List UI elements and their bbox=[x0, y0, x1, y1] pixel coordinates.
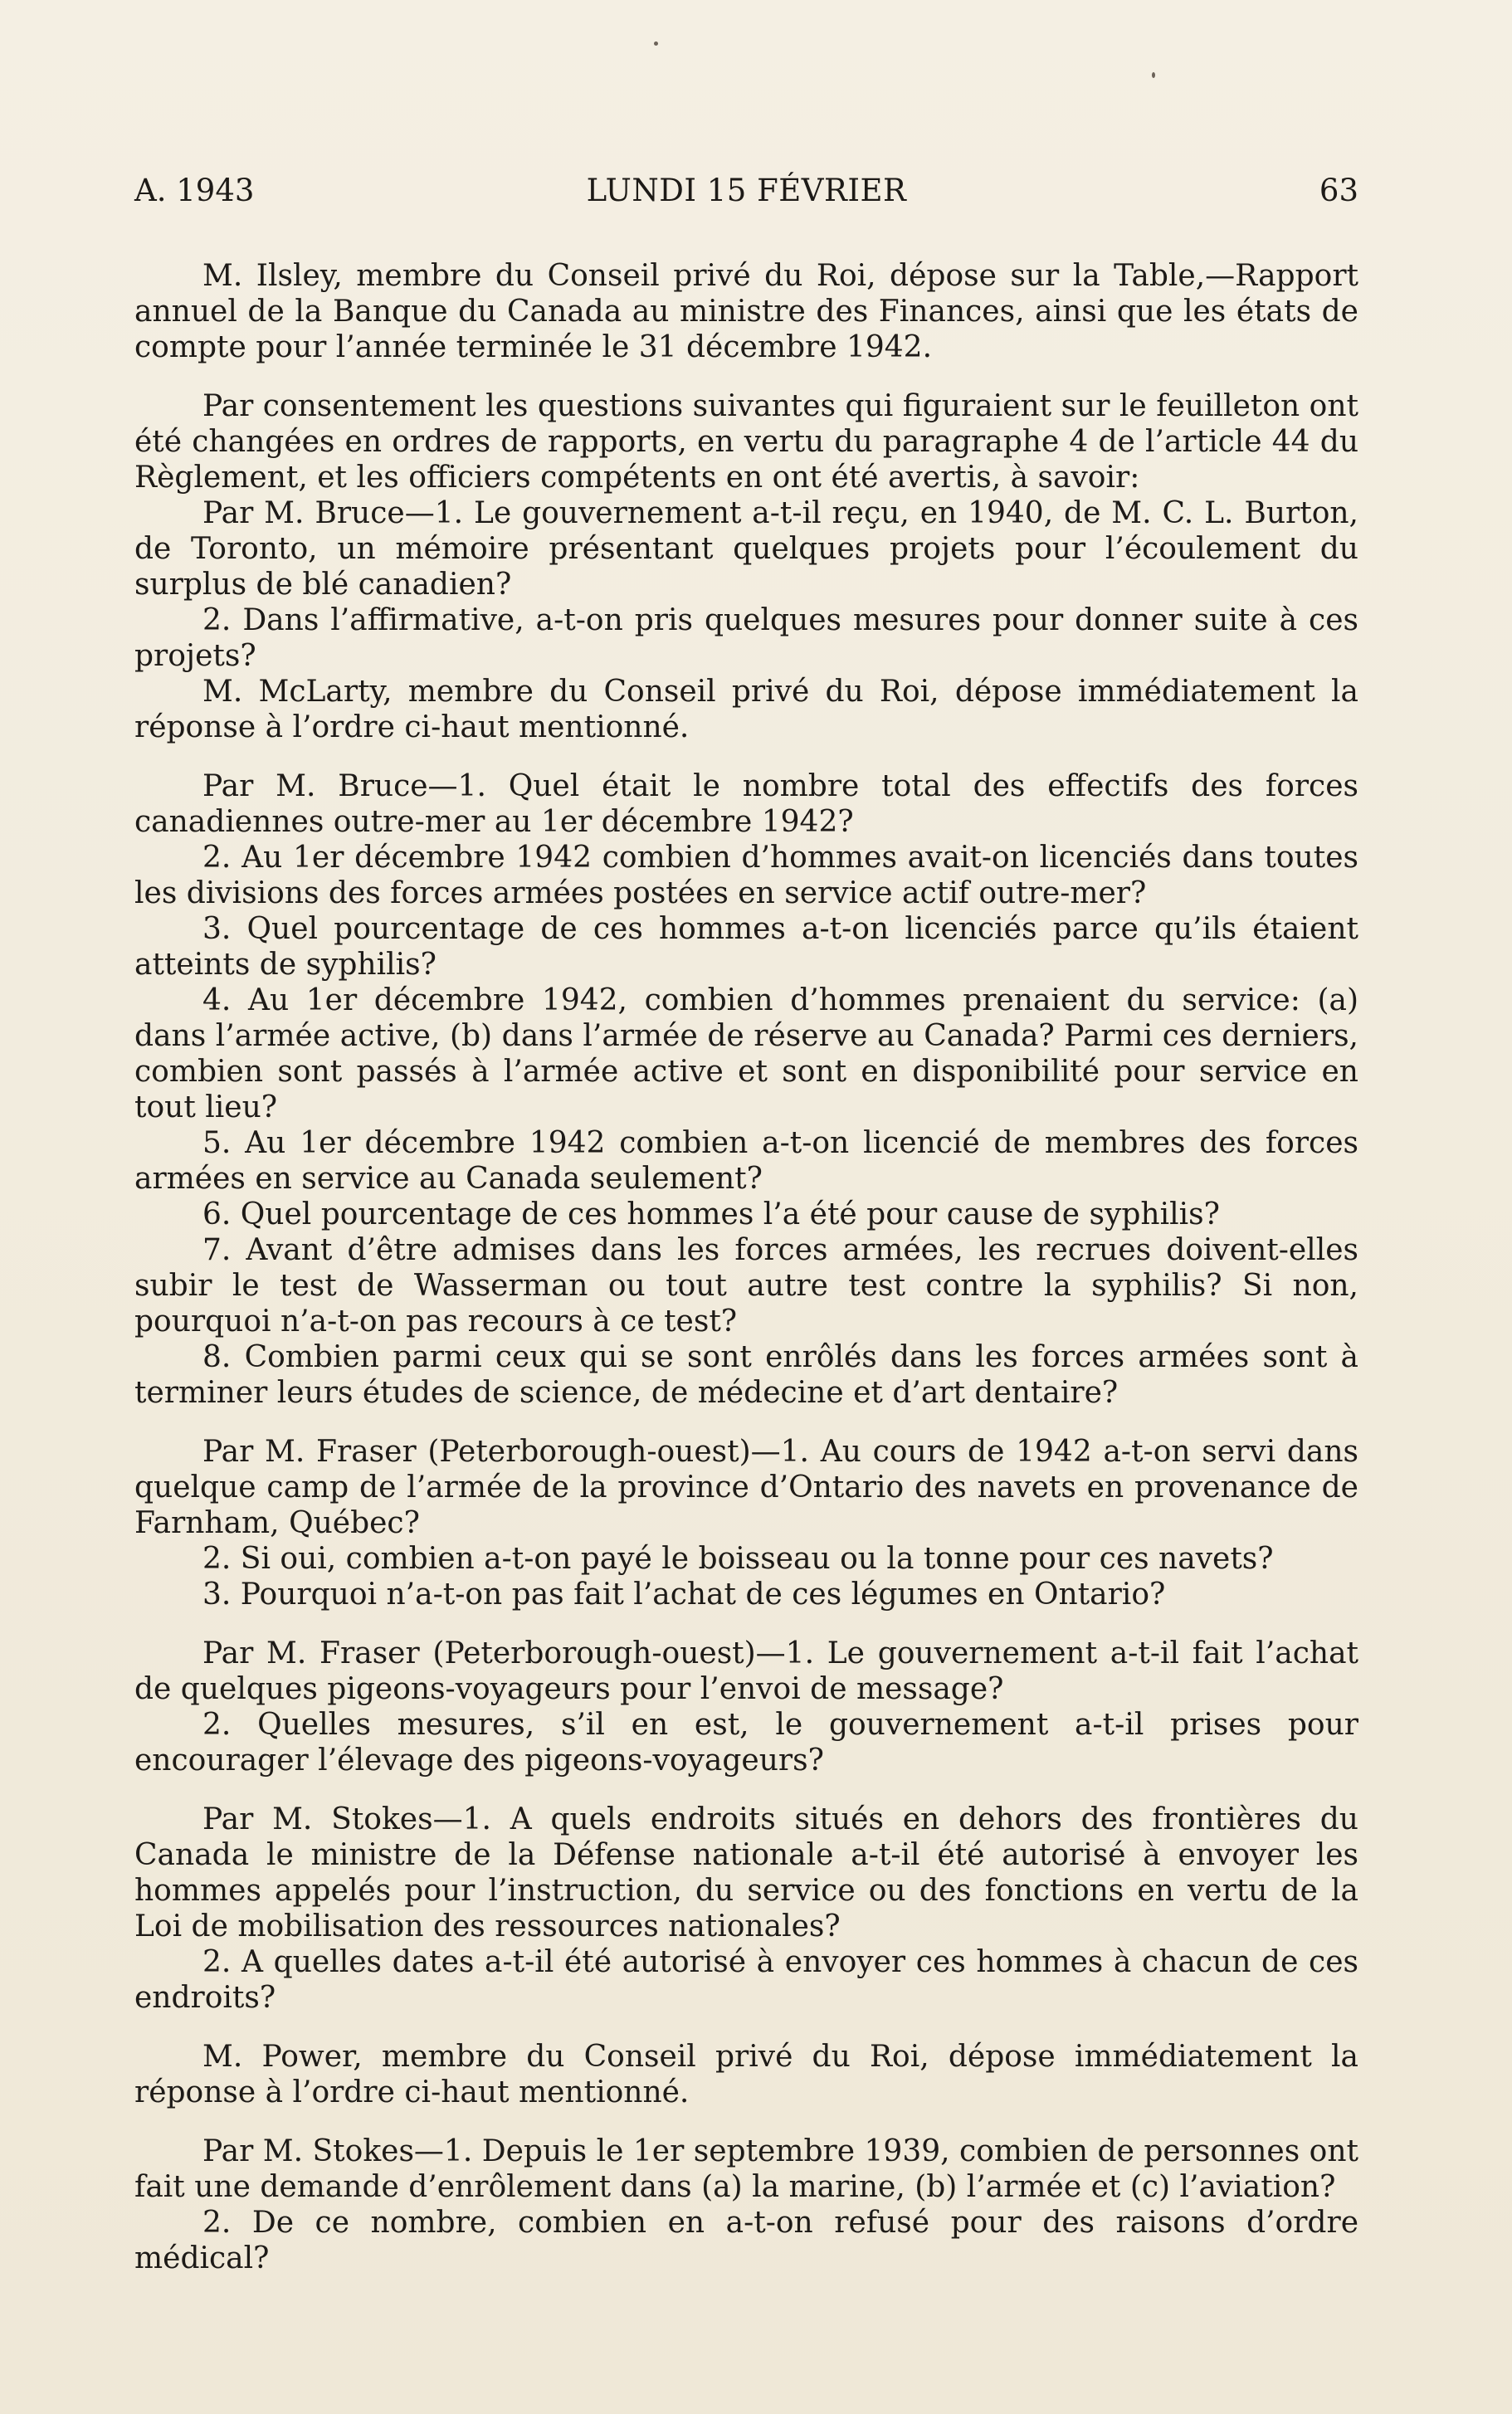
journal-text bbox=[134, 258, 1358, 2299]
paragraph-group bbox=[134, 388, 1358, 745]
paragraph: 3. Quel pourcentage de ces hommes a-t-on licenciés parce qu’ils étaient atteints de syphilis? bbox=[134, 912, 1358, 982]
ink-speck bbox=[1152, 72, 1155, 78]
paragraph: 2. De ce nombre, combien en a-t-on refusé pour des raisons d’ordre médical? bbox=[134, 2206, 1358, 2275]
session-year: A. 1943 bbox=[134, 173, 255, 208]
paragraph: 2. Au 1er décembre 1942 combien d’hommes avait-on licenciés dans toutes les divisions des forces armées postées en service actif outre-mer? bbox=[134, 841, 1358, 910]
ink-speck bbox=[654, 41, 658, 46]
paragraph: 2. Quelles mesures, s’il en est, le gouvernement a-t-il prises pour encourager l’élevage des pigeons-voyageurs? bbox=[134, 1708, 1358, 1778]
paragraph: 4. Au 1er décembre 1942, combien d’hommes prenaient du service: (a) dans l’armée active, (b) dans l’armée de réserve au Canada? Parmi ces derniers, combien sont passés à l’armée active et sont en disponibilité pour service en tout lieu? bbox=[134, 983, 1358, 1124]
paragraph-group bbox=[134, 1636, 1358, 1778]
paragraph: Par M. Stokes—1. A quels endroits situés en dehors des frontières du Canada le ministre de la Défense nationale a-t-il été autorisé à envoyer les hommes appelés pour l’instruction, du service ou des fonctions en vertu de la Loi de mobilisation des ressources nationales? bbox=[134, 1802, 1358, 1943]
paragraph: 3. Pourquoi n’a-t-on pas fait l’achat de ces légumes en Ontario? bbox=[202, 1578, 1166, 1612]
paragraph: Par consentement les questions suivantes qui figuraient sur le feuilleton ont été changées en ordres de rapports, en vertu du paragraphe 4 de l’article 44 du Règlement, et les officiers compétents en ont été avertis, à savoir: bbox=[134, 389, 1358, 495]
paragraph: M. Ilsley, membre du Conseil privé du Roi, dépose sur la Table,—Rapport annuel de la Banque du Canada au ministre des Finances, ainsi que les états de compte pour l’année terminée le 31 décembre 1942. bbox=[134, 259, 1358, 364]
page-number: 63 bbox=[1319, 173, 1358, 208]
paragraph: Par M. Bruce—1. Le gouvernement a-t-il reçu, en 1940, de M. C. L. Burton, de Toronto, un mémoire présentant quelques projets pour l’écoulement du surplus de blé canadien? bbox=[134, 496, 1358, 602]
paragraph-group bbox=[134, 768, 1358, 1411]
paragraph: M. Power, membre du Conseil privé du Roi, dépose immédiatement la réponse à l’ordre ci-haut mentionné. bbox=[134, 2040, 1358, 2109]
paragraph-group bbox=[134, 2134, 1358, 2276]
page-date-title: LUNDI 15 FÉVRIER bbox=[586, 173, 907, 208]
paragraph-group bbox=[134, 1802, 1358, 2016]
paragraph: Par M. Fraser (Peterborough-ouest)—1. Au cours de 1942 a-t-on servi dans quelque camp de l’armée de la province d’Ontario des navets en provenance de Farnham, Québec? bbox=[134, 1435, 1358, 1540]
paragraph-group bbox=[134, 2039, 1358, 2110]
paragraph: 2. Dans l’affirmative, a-t-on pris quelques mesures pour donner suite à ces projets? bbox=[134, 603, 1358, 673]
paragraph: Par M. Fraser (Peterborough-ouest)—1. Le gouvernement a-t-il fait l’achat de quelques pigeons-voyageurs pour l’envoi de message? bbox=[134, 1636, 1358, 1706]
paragraph: 7. Avant d’être admises dans les forces armées, les recrues doivent-elles subir le test de Wasserman ou tout autre test contre la syphilis? Si non, pourquoi n’a-t-on pas recours à ce test? bbox=[134, 1233, 1358, 1339]
paragraph-group bbox=[134, 258, 1358, 365]
paragraph: 6. Quel pourcentage de ces hommes l’a été pour cause de syphilis? bbox=[202, 1197, 1220, 1231]
paragraph: 8. Combien parmi ceux qui se sont enrôlés dans les forces armées sont à terminer leurs études de science, de médecine et d’art dentaire? bbox=[134, 1340, 1358, 1410]
paragraph: 5. Au 1er décembre 1942 combien a-t-on licencié de membres des forces armées en service au Canada seulement? bbox=[134, 1126, 1358, 1196]
page-header bbox=[134, 170, 1358, 212]
paragraph: Par M. Stokes—1. Depuis le 1er septembre 1939, combien de personnes ont fait une demande d’enrôlement dans (a) la marine, (b) l’armée et (c) l’aviation? bbox=[134, 2134, 1358, 2204]
paragraph: 2. A quelles dates a-t-il été autorisé à envoyer ces hommes à chacun de ces endroits? bbox=[134, 1945, 1358, 2015]
paragraph: 2. Si oui, combien a-t-on payé le boisseau ou la tonne pour ces navets? bbox=[202, 1542, 1274, 1576]
paragraph: Par M. Bruce—1. Quel était le nombre total des effectifs des forces canadiennes outre-mer au 1er décembre 1942? bbox=[134, 769, 1358, 839]
paragraph: M. McLarty, membre du Conseil privé du Roi, dépose immédiatement la réponse à l’ordre ci-haut mentionné. bbox=[134, 675, 1358, 744]
paragraph-group bbox=[134, 1434, 1358, 1612]
